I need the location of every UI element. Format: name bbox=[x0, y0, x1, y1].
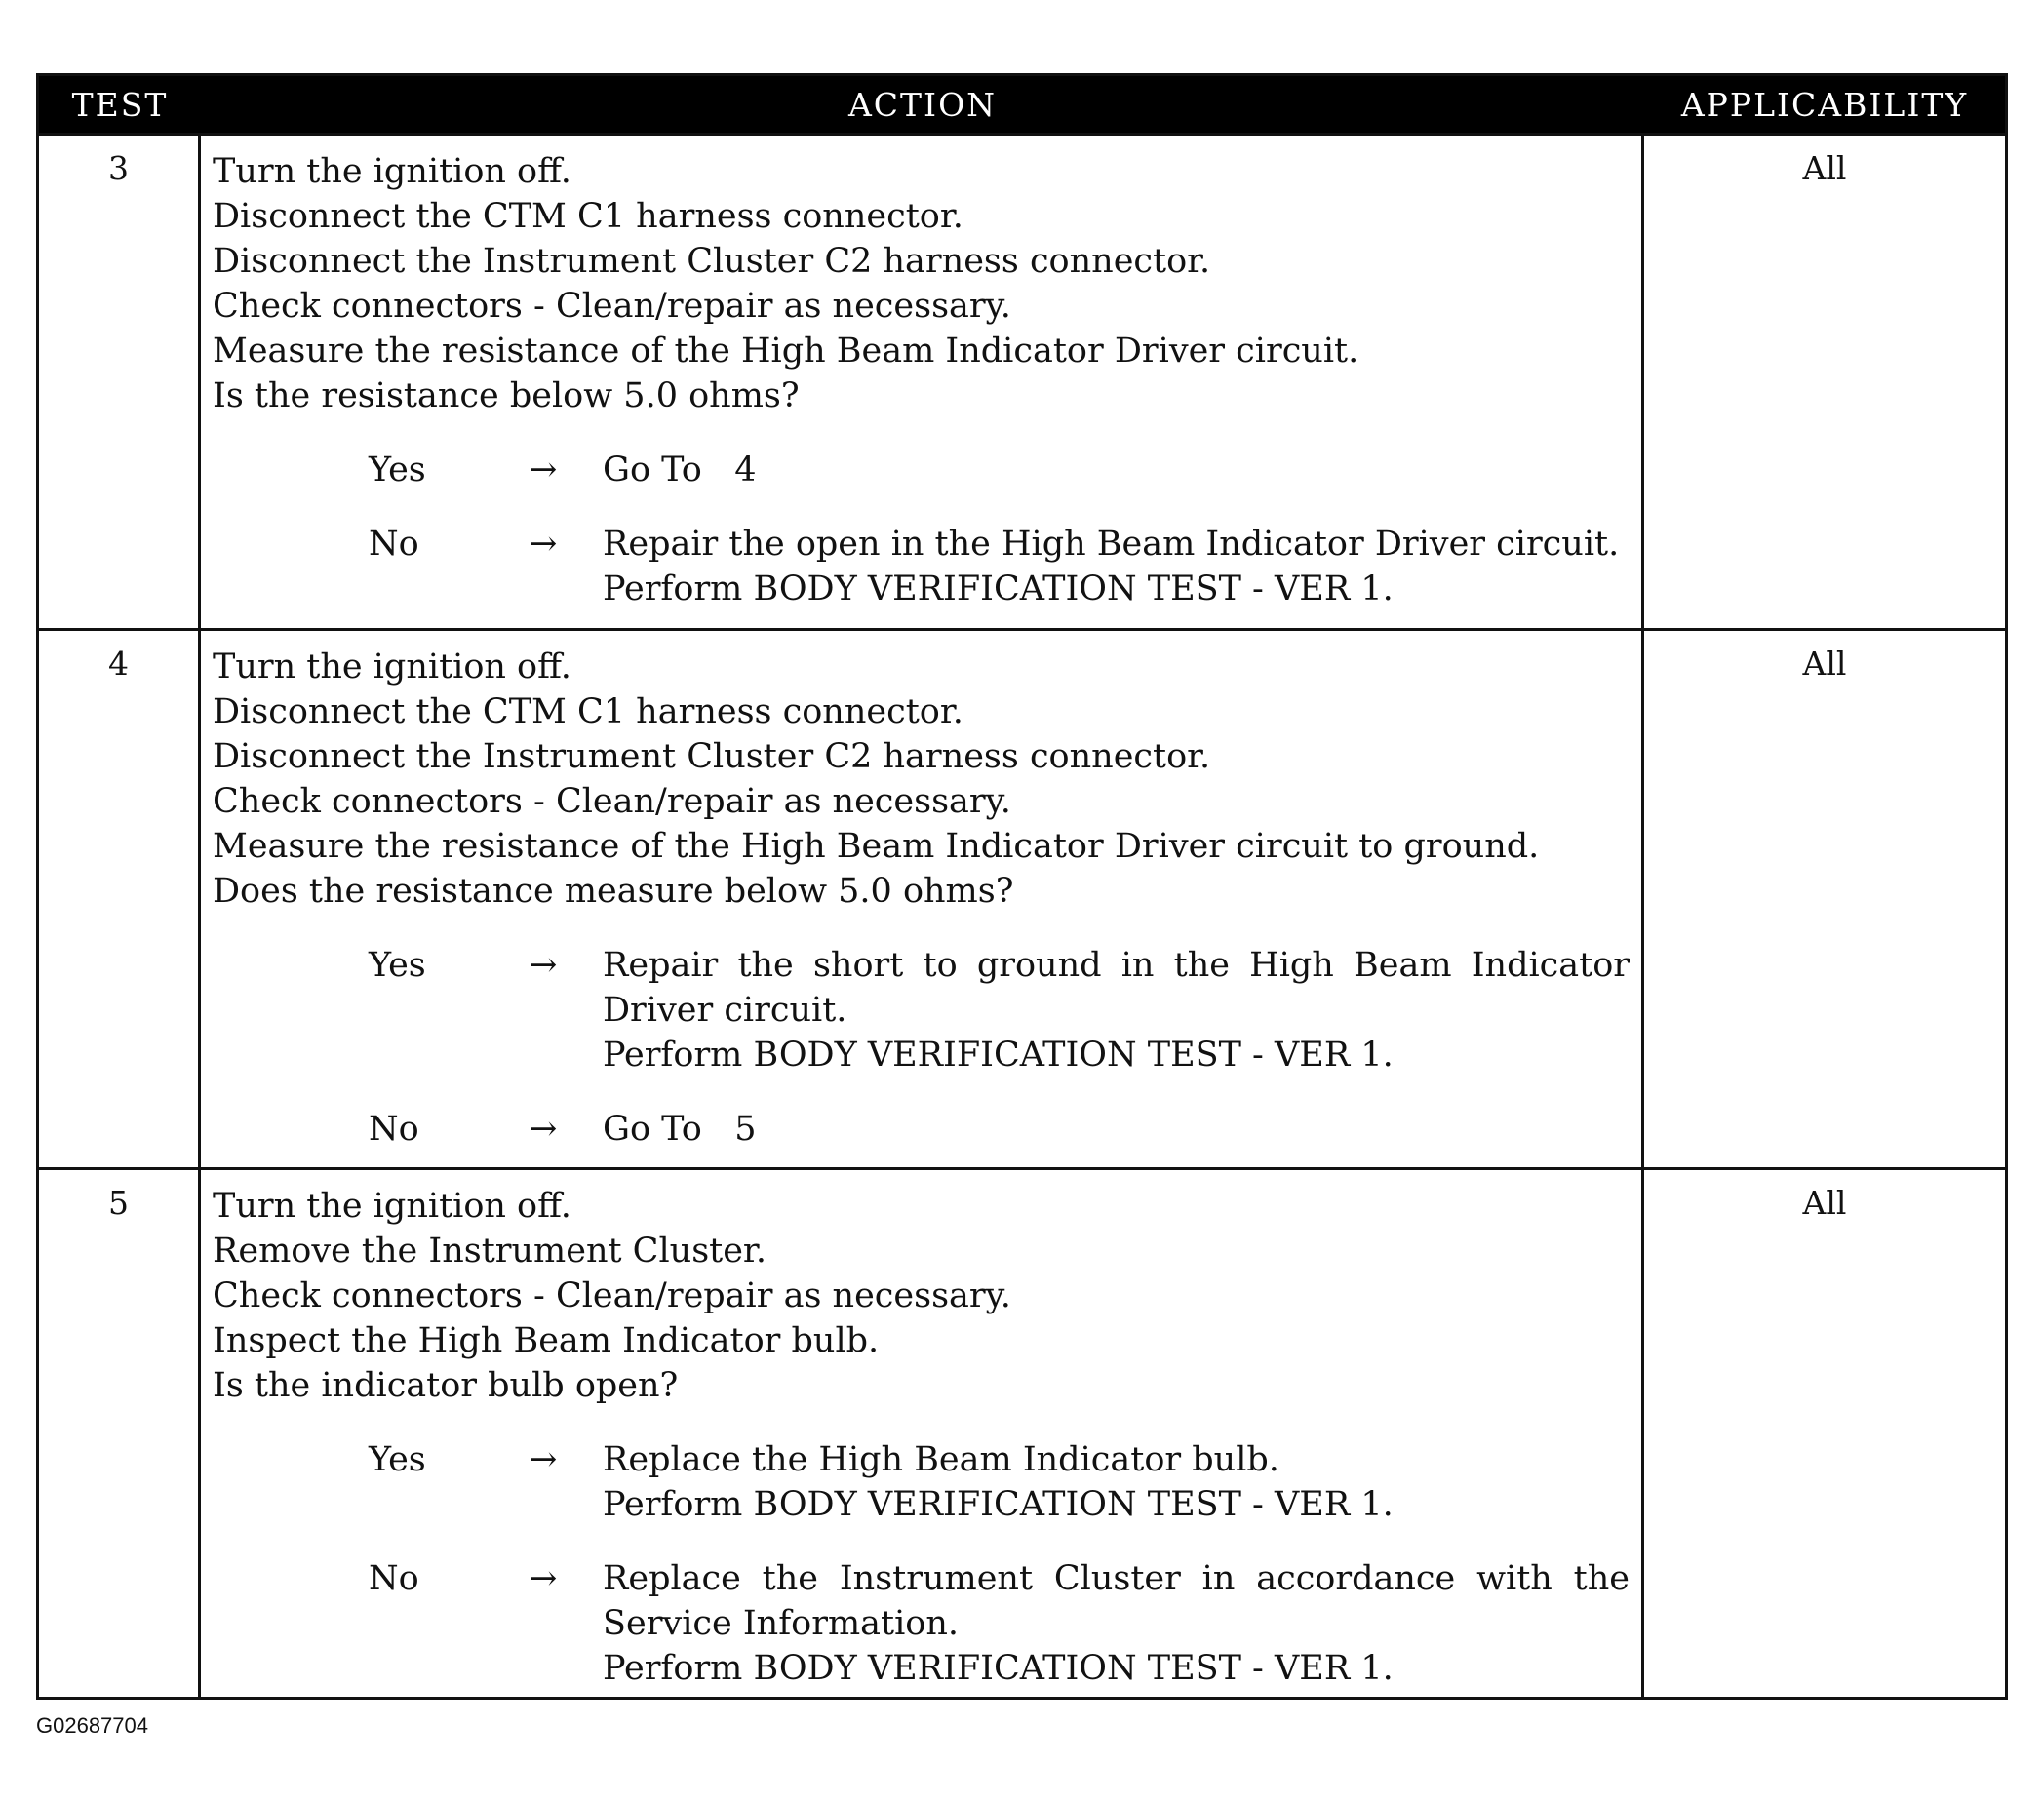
applicability-cell: All bbox=[1802, 645, 1847, 683]
action-step: Turn the ignition off. bbox=[213, 1187, 571, 1226]
result-line: Go To 4 bbox=[603, 451, 757, 490]
action-step: Disconnect the CTM C1 harness connector. bbox=[213, 197, 963, 236]
action-step: Remove the Instrument Cluster. bbox=[213, 1232, 766, 1271]
result-line: Perform BODY VERIFICATION TEST - VER 1. bbox=[603, 569, 1394, 608]
action-step: Measure the resistance of the High Beam Indicator Driver circuit to ground. bbox=[213, 827, 1540, 866]
diagnostic-test-table bbox=[36, 73, 2008, 1700]
no-label: No bbox=[369, 525, 419, 564]
result-line: Perform BODY VERIFICATION TEST - VER 1. bbox=[603, 1485, 1394, 1524]
arrow-icon: → bbox=[529, 1440, 558, 1479]
action-cell bbox=[201, 136, 1644, 628]
yes-branch bbox=[213, 943, 1630, 1078]
table-row bbox=[39, 133, 2005, 628]
test-number: 3 bbox=[39, 136, 201, 628]
no-label: No bbox=[369, 1559, 419, 1598]
test-number: 5 bbox=[39, 1170, 201, 1697]
yes-label: Yes bbox=[369, 1440, 426, 1479]
table-row bbox=[39, 628, 2005, 1167]
yes-result bbox=[603, 1437, 1630, 1527]
action-step: Check connectors - Clean/repair as necessary. bbox=[213, 782, 1011, 821]
no-label: No bbox=[369, 1110, 419, 1149]
yes-result bbox=[603, 448, 1630, 492]
action-step: Disconnect the Instrument Cluster C2 harness connector. bbox=[213, 242, 1211, 281]
action-step: Inspect the High Beam Indicator bulb. bbox=[213, 1321, 880, 1360]
yes-label: Yes bbox=[369, 946, 426, 985]
action-step: Does the resistance measure below 5.0 ohms? bbox=[213, 872, 1014, 911]
no-branch bbox=[213, 1556, 1630, 1691]
no-result bbox=[603, 1556, 1630, 1691]
table-header bbox=[39, 76, 2005, 133]
action-step: Disconnect the CTM C1 harness connector. bbox=[213, 692, 963, 731]
action-cell bbox=[201, 631, 1644, 1167]
action-step: Turn the ignition off. bbox=[213, 647, 571, 686]
action-step: Check connectors - Clean/repair as necessary. bbox=[213, 1276, 1011, 1315]
result-line: Perform BODY VERIFICATION TEST - VER 1. bbox=[603, 1036, 1394, 1075]
action-step: Turn the ignition off. bbox=[213, 152, 571, 191]
result-line: Replace the High Beam Indicator bulb. bbox=[603, 1440, 1279, 1479]
action-step: Measure the resistance of the High Beam Indicator Driver circuit. bbox=[213, 332, 1359, 371]
yes-result bbox=[603, 943, 1630, 1078]
arrow-icon: → bbox=[529, 451, 558, 490]
applicability-cell: All bbox=[1802, 149, 1847, 187]
action-step: Disconnect the Instrument Cluster C2 harness connector. bbox=[213, 737, 1211, 776]
figure-id: G02687704 bbox=[36, 1713, 148, 1738]
result-line: Go To 5 bbox=[603, 1110, 757, 1149]
yes-branch bbox=[213, 448, 1630, 492]
table-row bbox=[39, 1167, 2005, 1697]
arrow-icon: → bbox=[529, 525, 558, 564]
no-branch bbox=[213, 1107, 1630, 1152]
arrow-icon: → bbox=[529, 1559, 558, 1598]
yes-branch bbox=[213, 1437, 1630, 1527]
no-result bbox=[603, 522, 1630, 611]
no-result bbox=[603, 1107, 1630, 1152]
test-number: 4 bbox=[39, 631, 201, 1167]
action-step: Is the indicator bulb open? bbox=[213, 1366, 679, 1405]
action-step: Check connectors - Clean/repair as necessary. bbox=[213, 287, 1011, 326]
result-line: Replace the Instrument Cluster in accordance with the Service Information. bbox=[603, 1559, 1630, 1643]
action-step: Is the resistance below 5.0 ohms? bbox=[213, 376, 800, 415]
header-action: ACTION bbox=[847, 85, 998, 124]
result-line: Repair the open in the High Beam Indicator Driver circuit. bbox=[603, 525, 1620, 564]
result-line: Perform BODY VERIFICATION TEST - VER 1. bbox=[603, 1649, 1394, 1688]
arrow-icon: → bbox=[529, 1110, 558, 1149]
result-line: Repair the short to ground in the High Beam Indicator Driver circuit. bbox=[603, 946, 1630, 1030]
header-test: TEST bbox=[71, 85, 169, 124]
yes-label: Yes bbox=[369, 451, 426, 490]
no-branch bbox=[213, 522, 1630, 611]
applicability-cell: All bbox=[1802, 1184, 1847, 1222]
header-applicability: APPLICABILITY bbox=[1680, 85, 1969, 124]
arrow-icon: → bbox=[529, 946, 558, 985]
action-cell bbox=[201, 1170, 1644, 1697]
